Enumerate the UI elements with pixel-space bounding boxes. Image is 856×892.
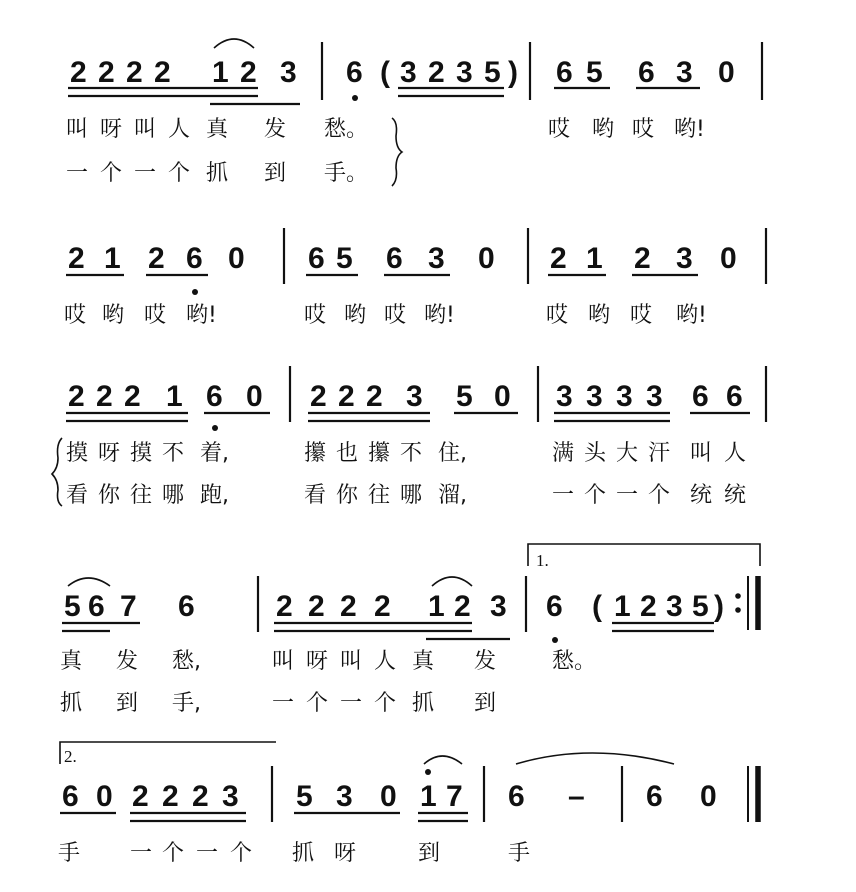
note: 2 [240, 56, 257, 89]
lyric: 人 [168, 117, 191, 142]
note: 1 [212, 56, 229, 89]
note: 1 [166, 380, 183, 413]
note: 2 [132, 780, 149, 813]
lyric: 到 [264, 161, 287, 186]
lyric: 愁。 [552, 649, 597, 674]
note: 6 [508, 780, 525, 813]
tie [516, 753, 674, 764]
note: 3 [280, 56, 297, 89]
note: 2 [338, 380, 355, 413]
lyrics-row-1 [66, 117, 705, 186]
note: 2 [162, 780, 179, 813]
note: 2 [148, 242, 165, 275]
note: 5 [456, 380, 473, 413]
note: 2 [640, 590, 657, 623]
lyric: 愁, [172, 649, 201, 674]
note: 6 [546, 590, 563, 623]
note: 3 [556, 380, 573, 413]
lyric: 哟! [424, 303, 455, 328]
slur [214, 39, 254, 48]
lyric: 真 [60, 649, 83, 674]
note: 3 [456, 56, 473, 89]
lyric: 摸 [66, 441, 89, 466]
note: 0 [718, 56, 735, 89]
note: 2 [276, 590, 293, 623]
lyric: 哟! [676, 303, 707, 328]
lyric: 哎 [546, 303, 569, 328]
lyric: 哎 [632, 117, 655, 142]
note: 6 [186, 242, 203, 275]
lyric: 叫 [134, 117, 157, 142]
note: 2 [98, 56, 115, 89]
note: 2 [68, 380, 85, 413]
staff-row-5 [60, 742, 758, 822]
lyric: 哎 [144, 303, 167, 328]
repeat-end-barline [735, 576, 758, 630]
note: 1 [614, 590, 631, 623]
lyric: 到 [116, 691, 139, 716]
note: 2 [192, 780, 209, 813]
low-octave-dot [352, 95, 358, 101]
lyric: 叫 [340, 649, 363, 674]
note: 2 [154, 56, 171, 89]
lyric: 也 [336, 441, 359, 466]
lyric: 一 [340, 691, 363, 716]
lyric: 一 [272, 691, 295, 716]
lyric: 呀 [98, 441, 121, 466]
staff-row-2 [66, 228, 766, 295]
note: 6 [308, 242, 325, 275]
lyric: 一 [134, 161, 157, 186]
note: 6 [386, 242, 403, 275]
note: 3 [428, 242, 445, 275]
note: 6 [88, 590, 105, 623]
lyric: 统 [724, 483, 747, 508]
note: 6 [638, 56, 655, 89]
lyric: 住, [438, 441, 467, 466]
note: 7 [446, 780, 463, 813]
lyric: 不 [400, 441, 423, 466]
low-octave-dot [212, 425, 218, 431]
note: 6 [726, 380, 743, 413]
note: 3 [676, 242, 693, 275]
note: 5 [692, 590, 709, 623]
note: 2 [310, 380, 327, 413]
lyric: 哟 [588, 303, 611, 328]
lyric: 到 [418, 841, 441, 866]
lyric: 哟! [186, 303, 217, 328]
note: 2 [634, 242, 651, 275]
lyric: 个 [374, 691, 397, 716]
note: 0 [478, 242, 495, 275]
note: 0 [720, 242, 737, 275]
lyric: 发 [264, 117, 287, 142]
lyric: 不 [162, 441, 185, 466]
slur [432, 577, 472, 586]
lyric: 着, [200, 441, 229, 466]
lyric: 满 [552, 441, 575, 466]
note: 6 [346, 56, 363, 89]
lyrics-row-3 [52, 438, 746, 508]
note: 5 [336, 242, 353, 275]
lyric: 呀 [306, 649, 329, 674]
slur [424, 756, 462, 764]
note: 6 [178, 590, 195, 623]
lyric: 抓 [292, 841, 315, 866]
lyric: 真 [412, 649, 435, 674]
low-octave-dot [552, 637, 558, 643]
note: 0 [380, 780, 397, 813]
lyric: 抓 [206, 161, 229, 186]
lyric: 呀 [100, 117, 123, 142]
lyric: 哪 [400, 483, 423, 508]
staff-row-1 [68, 39, 762, 104]
lyric: 个 [230, 841, 253, 866]
note: 2 [308, 590, 325, 623]
lyric: 个 [162, 841, 185, 866]
note: 2 [366, 380, 383, 413]
lyric: 发 [116, 649, 139, 674]
lyric: 大 [616, 441, 639, 466]
note: 0 [96, 780, 113, 813]
lyric: 人 [374, 649, 397, 674]
lyric: 往 [368, 483, 391, 508]
note: 2 [96, 380, 113, 413]
lyric: 一 [616, 483, 639, 508]
lyric: 哪 [162, 483, 185, 508]
note: 6 [206, 380, 223, 413]
lyric: 一 [196, 841, 219, 866]
lyrics-row-4 [60, 649, 596, 716]
note: 3 [616, 380, 633, 413]
lyric: 摸 [130, 441, 153, 466]
lyric: 看 [304, 483, 327, 508]
note: 0 [246, 380, 263, 413]
lyric: 人 [724, 441, 747, 466]
note: 2 [374, 590, 391, 623]
note: 6 [692, 380, 709, 413]
lyric: 手 [58, 841, 81, 866]
lyric: 统 [690, 483, 713, 508]
lyric: 哎 [304, 303, 327, 328]
lyric: 呀 [334, 841, 357, 866]
note: 0 [700, 780, 717, 813]
note: 0 [494, 380, 511, 413]
lyrics-row-5 [58, 841, 530, 866]
note: 3 [646, 380, 663, 413]
volta-bracket-1 [528, 544, 760, 566]
lyric: 手, [172, 691, 201, 716]
lyric: 汗 [648, 441, 671, 466]
paren: ) [508, 56, 518, 89]
lyric: 叫 [690, 441, 713, 466]
volta-bracket-2 [60, 742, 276, 764]
note: 1 [420, 780, 437, 813]
lyric: 哟 [102, 303, 125, 328]
lyric: 哎 [548, 117, 571, 142]
lyric: 溜, [438, 483, 467, 508]
note: 7 [120, 590, 137, 623]
lyric: 个 [306, 691, 329, 716]
note: 2 [126, 56, 143, 89]
staff-row-4 [62, 544, 760, 643]
lyric: 到 [474, 691, 497, 716]
note: 6 [646, 780, 663, 813]
lyric: 一 [130, 841, 153, 866]
lyric: 哎 [630, 303, 653, 328]
lyric: 抓 [60, 691, 83, 716]
lyric: 攥 [304, 441, 327, 466]
lyric: 你 [336, 483, 359, 508]
paren: ( [592, 590, 602, 623]
lyric: 你 [98, 483, 121, 508]
lyric: 哟 [344, 303, 367, 328]
lyric: 个 [648, 483, 671, 508]
lyric: 跑, [200, 483, 229, 508]
low-octave-dot [192, 289, 198, 295]
note: 3 [586, 380, 603, 413]
lyric: 发 [474, 649, 497, 674]
note: 1 [104, 242, 121, 275]
note: 1 [586, 242, 603, 275]
note: 6 [62, 780, 79, 813]
lyric: 个 [100, 161, 123, 186]
lyric: 个 [584, 483, 607, 508]
note: 1 [428, 590, 445, 623]
lyric: 哟 [592, 117, 615, 142]
note: 5 [484, 56, 501, 89]
verse-brace [392, 118, 402, 186]
staff-row-3 [66, 366, 766, 431]
note: 2 [68, 242, 85, 275]
note: 2 [340, 590, 357, 623]
lyric: 哟! [674, 117, 705, 142]
note: 2 [550, 242, 567, 275]
lyric: 攥 [368, 441, 391, 466]
lyric: 个 [168, 161, 191, 186]
lyrics-row-2 [64, 303, 707, 328]
note: 5 [296, 780, 313, 813]
lyric: 抓 [412, 691, 435, 716]
lyric: 真 [206, 117, 229, 142]
volta-label: 2. [64, 747, 77, 766]
paren: ) [714, 590, 724, 623]
lyric: 叫 [66, 117, 89, 142]
high-octave-dot [425, 769, 431, 775]
note: 0 [228, 242, 245, 275]
volta-label: 1. [536, 551, 549, 570]
note: 3 [406, 380, 423, 413]
paren: ( [380, 56, 390, 89]
lyric: 哎 [384, 303, 407, 328]
note: 2 [428, 56, 445, 89]
note: 3 [490, 590, 507, 623]
lyric: 一 [66, 161, 89, 186]
note: 3 [676, 56, 693, 89]
lyric: 叫 [272, 649, 295, 674]
lyric: 手。 [324, 161, 369, 186]
note: 3 [666, 590, 683, 623]
note: 5 [64, 590, 81, 623]
note: 2 [124, 380, 141, 413]
lyric: 头 [584, 441, 607, 466]
slur [68, 578, 110, 586]
lyric: 看 [66, 483, 89, 508]
note: 3 [400, 56, 417, 89]
lyric: 一 [552, 483, 575, 508]
note: 2 [454, 590, 471, 623]
note: 5 [586, 56, 603, 89]
note: 3 [222, 780, 239, 813]
lyric: 哎 [64, 303, 87, 328]
final-barline [748, 766, 758, 822]
verse-brace [52, 438, 62, 506]
lyric: 手 [508, 841, 531, 866]
note: 3 [336, 780, 353, 813]
lyric: 愁。 [324, 117, 369, 142]
lyric: 往 [130, 483, 153, 508]
note: 6 [556, 56, 573, 89]
dash-extension: – [568, 780, 585, 813]
note: 2 [70, 56, 87, 89]
